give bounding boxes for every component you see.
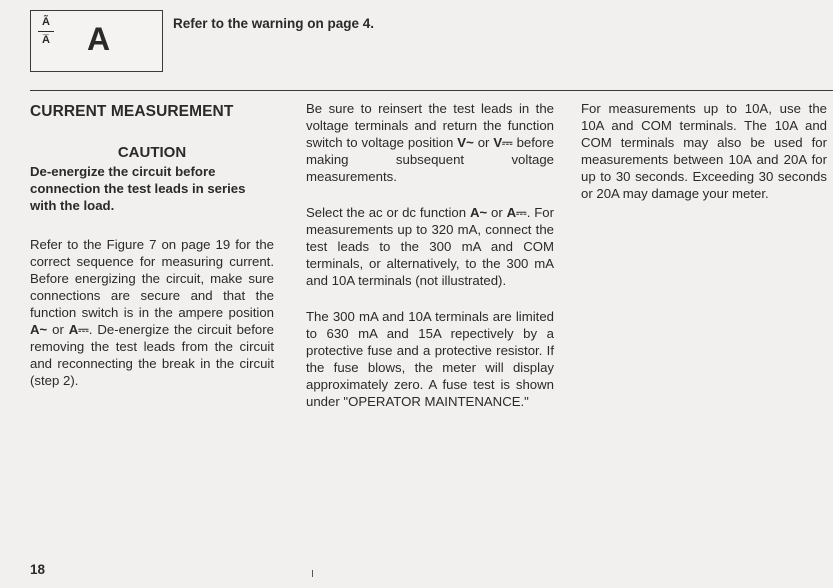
ampere-big-symbol: A [87,21,111,57]
caution-text: De-energize the circuit before connection the test leads in series with the load. [30,164,246,213]
current-sequence-paragraph: Refer to the Figure 7 on page 19 for the correct sequence for measuring current. Before energizing the circuit, make sure connections are secure and that the function switch is in the ampere position A~ or A⎓. De-energize the circuit before removing the test leads from the circuit and reconnecting the break in the circuit (step 2). [30,237,274,388]
reinsert-leads-paragraph: Be sure to reinsert the test leads in the voltage terminals and return the function switch to voltage position V~ or V⎓ before making subsequent voltage measurements. [306,101,554,184]
column-3 [581,100,827,221]
ac-voltage-symbol: V~ [457,135,474,150]
dc-ampere-symbol: A⎓ [506,205,527,220]
column-2 [306,100,554,429]
ampere-symbol-box [30,10,163,72]
column-1 [30,100,274,408]
warning-reference: Refer to the warning on page 4. [173,16,375,31]
ten-amp-paragraph: For measurements up to 10A, use the 10A and COM terminals. The 10A and COM terminals may also be used for measurements between 10A and 20A for up to 30 seconds. Exceeding 30 seconds or 20A may damage your meter. [581,101,827,201]
scan-mark [312,570,313,577]
dc-voltage-symbol: V⎓ [493,135,513,150]
caution-title: CAUTION [117,144,187,161]
ac-ampere-symbol: A~ [30,322,48,337]
ac-ampere-symbol: Ã [42,16,50,28]
select-function-paragraph: Select the ac or dc function A~ or A⎓. For measurements up to 320 mA, connect the test leads to the 300 mA and COM terminals, or alternatively, to the 300 mA and 10A terminals (not illustrated). [306,205,554,288]
fuse-paragraph: The 300 mA and 10A terminals are limited to 630 mA and 15A repectively by a protective fuse and a protective resistor. If the fuse blows, the meter will display approximately zero. A fuse test is shown under "OPERATOR MAINTENANCE." [306,309,554,409]
ac-ampere-symbol: A~ [469,205,488,220]
symbol-divider [38,31,54,32]
dc-ampere-symbol: A̅ [42,34,50,46]
page-number: 18 [30,562,46,577]
section-title: CURRENT MEASUREMENT [30,103,234,120]
header-divider [30,90,833,91]
dc-ampere-symbol: A⎓ [68,322,89,337]
ac-dc-ampere-icon [38,17,54,46]
